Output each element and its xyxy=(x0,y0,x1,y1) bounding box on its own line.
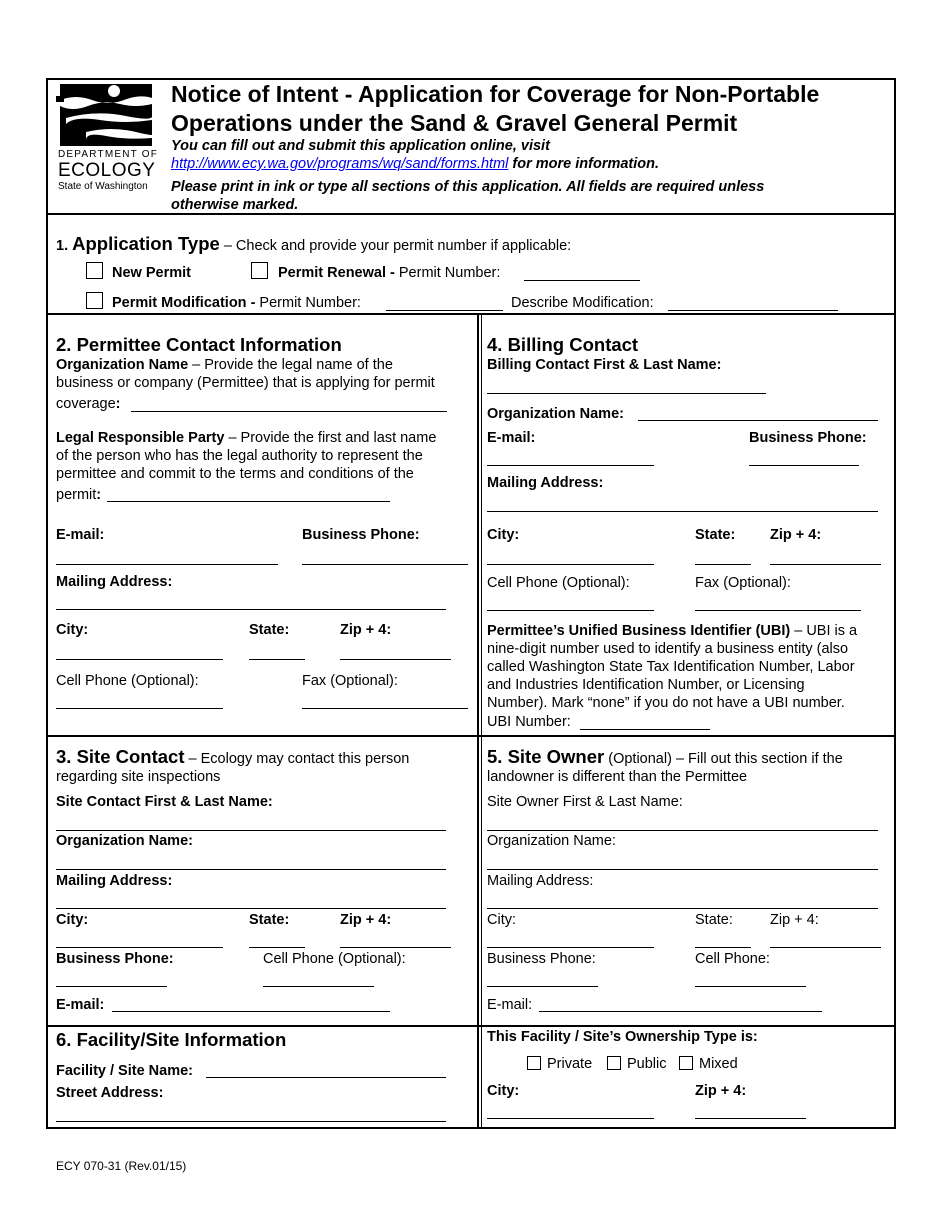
street-address-field[interactable] xyxy=(56,1121,446,1122)
s4-business-phone-field[interactable] xyxy=(749,465,859,466)
lrp-line4 xyxy=(56,486,101,504)
s4-org-name-field[interactable] xyxy=(638,420,878,421)
forms-link[interactable]: http://www.ecy.wa.gov/programs/wq/sand/forms.html xyxy=(171,156,509,172)
s5-first-last-label: Site Owner First & Last Name: xyxy=(487,794,683,810)
s6-city-label: City: xyxy=(487,1083,520,1099)
s3-email-field[interactable] xyxy=(112,1011,390,1012)
section1-number: 1. xyxy=(56,238,69,254)
s3-first-last-label: Site Contact First & Last Name: xyxy=(56,794,273,810)
agency-state: State of Washington xyxy=(58,181,148,192)
public-label: Public xyxy=(627,1056,667,1072)
s6-zip-label: Zip + 4: xyxy=(695,1083,747,1099)
s4-fax-field[interactable] xyxy=(695,610,861,611)
facility-name-label: Facility / Site Name: xyxy=(56,1063,193,1079)
s2-mailing-address-field[interactable] xyxy=(56,609,446,610)
mixed-label: Mixed xyxy=(699,1056,738,1072)
lrp-line3: permittee and commit to the terms and conditions of the xyxy=(56,466,414,482)
new-permit-checkbox[interactable] xyxy=(86,262,103,279)
permittee-org-name-field[interactable] xyxy=(131,411,447,412)
s4-state-label: State: xyxy=(695,527,736,543)
s2-email-field[interactable] xyxy=(56,564,278,565)
s3-mailing-address-label: Mailing Address: xyxy=(56,873,173,889)
s3-email-label: E-mail: xyxy=(56,997,105,1013)
s2-mailing-address-label: Mailing Address: xyxy=(56,574,173,590)
section3-subtitle: – Ecology may contact this person xyxy=(184,751,410,767)
section3-heading xyxy=(56,748,409,768)
permit-modification-row xyxy=(112,294,361,312)
s2-zip-label: Zip + 4: xyxy=(340,622,392,638)
s4-fax-label: Fax (Optional): xyxy=(695,575,791,591)
billing-first-last-label: Billing Contact First & Last Name: xyxy=(487,357,722,373)
s2-business-phone-field[interactable] xyxy=(302,564,468,565)
s2-city-field[interactable] xyxy=(56,659,223,660)
online-instructions: You can fill out and submit this application online, visit xyxy=(171,138,550,154)
s3-business-phone-field[interactable] xyxy=(56,986,167,987)
permit-renewal-checkbox[interactable] xyxy=(251,262,268,279)
permit-renewal-row xyxy=(278,264,500,282)
divider-row3 xyxy=(46,1025,896,1027)
lrp-field[interactable] xyxy=(107,501,390,502)
s2-state-label: State: xyxy=(249,622,290,638)
public-checkbox[interactable] xyxy=(607,1056,621,1070)
s3-business-phone-label: Business Phone: xyxy=(56,951,174,967)
s5-cell-phone-field[interactable] xyxy=(695,986,806,987)
print-instructions-line1: Please print in ink or type all sections of this application. All fields are required unless xyxy=(171,179,765,195)
renewal-number-field[interactable] xyxy=(524,280,640,281)
lrp-colon: : xyxy=(96,487,102,503)
renewal-number-label: Permit Number: xyxy=(398,265,501,281)
divider-columns-inner xyxy=(481,313,482,1128)
section5-heading xyxy=(487,748,843,768)
lrp-text4: permit xyxy=(56,487,97,503)
s5-org-name-field[interactable] xyxy=(487,869,878,870)
s3-org-name-label: Organization Name: xyxy=(56,833,193,849)
section3-title: 3. Site Contact xyxy=(56,746,185,767)
s4-email-field[interactable] xyxy=(487,465,654,466)
private-label: Private xyxy=(547,1056,593,1072)
s2-fax-label: Fax (Optional): xyxy=(302,673,398,689)
permit-modification-label: Permit Modification - xyxy=(112,295,260,311)
s3-state-field[interactable] xyxy=(249,947,305,948)
ubi-line2: nine-digit number used to identify a business entity (also xyxy=(487,641,849,657)
section1-heading xyxy=(56,235,571,255)
s5-email-label: E-mail: xyxy=(487,997,533,1013)
section5-subtitle: – Fill out this section if the xyxy=(671,751,843,767)
org-name-colon: : xyxy=(115,396,121,412)
agency-dept: DEPARTMENT OF xyxy=(58,149,159,160)
divider-columns xyxy=(477,313,479,1128)
org-name-label: Organization Name xyxy=(56,357,189,373)
s3-zip-label: Zip + 4: xyxy=(340,912,392,928)
s4-zip-field[interactable] xyxy=(770,564,881,565)
s2-city-label: City: xyxy=(56,622,89,638)
section5-subtitle2: landowner is different than the Permittee xyxy=(487,769,748,785)
section1-title: Application Type xyxy=(72,233,220,254)
s2-state-field[interactable] xyxy=(249,659,305,660)
section5-optional: (Optional) xyxy=(604,751,672,767)
s5-city-label: City: xyxy=(487,912,516,928)
s4-mailing-address-field[interactable] xyxy=(487,511,878,512)
s5-state-field[interactable] xyxy=(695,947,751,948)
page-title-line2: Operations under the Sand & Gravel General Permit xyxy=(171,110,738,136)
ubi-number-label: UBI Number: xyxy=(487,714,571,730)
mixed-checkbox[interactable] xyxy=(679,1056,693,1070)
section2-title: 2. Permittee Contact Information xyxy=(56,334,342,355)
section5-title: 5. Site Owner xyxy=(487,746,605,767)
s4-state-field[interactable] xyxy=(695,564,751,565)
s4-business-phone-label: Business Phone: xyxy=(749,430,867,446)
ubi-line1 xyxy=(487,622,857,640)
permit-modification-checkbox[interactable] xyxy=(86,292,103,309)
s4-mailing-address-label: Mailing Address: xyxy=(487,475,604,491)
s5-first-last-field[interactable] xyxy=(487,830,878,831)
s5-business-phone-field[interactable] xyxy=(487,986,598,987)
s3-city-label: City: xyxy=(56,912,89,928)
ownership-type-label: This Facility / Site’s Ownership Type is: xyxy=(487,1029,758,1045)
section6-title: 6. Facility/Site Information xyxy=(56,1029,287,1050)
org-name-line3 xyxy=(56,395,121,413)
online-link-row xyxy=(171,155,659,173)
s2-cell-phone-label: Cell Phone (Optional): xyxy=(56,673,199,689)
ubi-label: Permittee’s Unified Business Identifier (UBI) xyxy=(487,623,791,639)
s2-zip-field[interactable] xyxy=(340,659,451,660)
s3-first-last-field[interactable] xyxy=(56,830,446,831)
s3-cell-phone-field[interactable] xyxy=(263,986,374,987)
s4-email-label: E-mail: xyxy=(487,430,536,446)
s3-state-label: State: xyxy=(249,912,290,928)
form-number: ECY 070-31 (Rev.01/15) xyxy=(56,1159,187,1173)
billing-first-last-field[interactable] xyxy=(487,393,766,394)
s5-cell-phone-label: Cell Phone: xyxy=(695,951,770,967)
s4-cell-phone-label: Cell Phone (Optional): xyxy=(487,575,630,591)
private-checkbox[interactable] xyxy=(527,1056,541,1070)
org-name-line2: business or company (Permittee) that is applying for permit xyxy=(56,375,435,391)
s5-mailing-address-field[interactable] xyxy=(487,908,878,909)
s5-mailing-address-label: Mailing Address: xyxy=(487,873,594,889)
describe-modification-label: Describe Modification: xyxy=(511,295,654,311)
s2-cell-phone-field[interactable] xyxy=(56,708,223,709)
ecology-logo xyxy=(56,82,159,192)
s2-email-label: E-mail: xyxy=(56,527,105,543)
s4-cell-phone-field[interactable] xyxy=(487,610,654,611)
s5-org-name-label: Organization Name: xyxy=(487,833,616,849)
print-instructions-line2: otherwise marked. xyxy=(171,197,299,213)
s6-city-field[interactable] xyxy=(487,1118,654,1119)
ubi-line5: Number). Mark “none” if you do not have a UBI number. xyxy=(487,695,845,711)
s2-business-phone-label: Business Phone: xyxy=(302,527,420,543)
s5-business-phone-label: Business Phone: xyxy=(487,951,596,967)
s5-city-field[interactable] xyxy=(487,947,654,948)
s5-email-field[interactable] xyxy=(539,1011,822,1012)
section3-subtitle2: regarding site inspections xyxy=(56,769,221,785)
s3-cell-phone-label: Cell Phone (Optional): xyxy=(263,951,406,967)
facility-name-field[interactable] xyxy=(206,1077,446,1078)
s5-zip-field[interactable] xyxy=(770,947,881,948)
permit-renewal-label: Permit Renewal - xyxy=(278,265,399,281)
ubi-line3: called Washington State Tax Identification Number, Labor xyxy=(487,659,855,675)
s3-org-name-field[interactable] xyxy=(56,869,446,870)
link-suffix: for more information. xyxy=(508,156,660,172)
new-permit-label: New Permit xyxy=(112,265,191,281)
ubi-text1: – UBI is a xyxy=(790,623,858,639)
org-name-text3: coverage xyxy=(56,396,116,412)
ubi-line4: and Industries Identification Number, or Licensing xyxy=(487,677,805,693)
s4-zip-label: Zip + 4: xyxy=(770,527,822,543)
section1-subtitle: – Check and provide your permit number if applicable: xyxy=(219,238,572,254)
agency-name: ECOLOGY xyxy=(58,160,156,181)
divider-section1 xyxy=(46,313,896,315)
s4-org-name-label: Organization Name: xyxy=(487,406,624,422)
section4-title: 4. Billing Contact xyxy=(487,334,639,355)
s5-state-label: State: xyxy=(695,912,733,928)
divider-row2 xyxy=(46,735,896,737)
lrp-line1 xyxy=(56,429,436,447)
ecology-logo-icon xyxy=(56,82,154,148)
s6-zip-field[interactable] xyxy=(695,1118,806,1119)
s3-zip-field[interactable] xyxy=(340,947,451,948)
s2-fax-field[interactable] xyxy=(302,708,468,709)
modification-number-field[interactable] xyxy=(386,310,503,311)
s4-city-field[interactable] xyxy=(487,564,654,565)
org-name-line1 xyxy=(56,356,393,374)
lrp-line2: of the person who has the legal authority to represent the xyxy=(56,448,423,464)
lrp-text1: – Provide the first and last name xyxy=(224,430,437,446)
s4-city-label: City: xyxy=(487,527,520,543)
modification-number-label: Permit Number: xyxy=(259,295,361,311)
describe-modification-field[interactable] xyxy=(668,310,838,311)
s3-mailing-address-field[interactable] xyxy=(56,908,446,909)
ubi-number-field[interactable] xyxy=(580,729,710,730)
s5-zip-label: Zip + 4: xyxy=(770,912,819,928)
page-title-line1: Notice of Intent - Application for Coverage for Non-Portable xyxy=(171,81,820,107)
lrp-label: Legal Responsible Party xyxy=(56,430,225,446)
org-name-text1: – Provide the legal name of the xyxy=(188,357,393,373)
s3-city-field[interactable] xyxy=(56,947,223,948)
street-address-label: Street Address: xyxy=(56,1085,164,1101)
